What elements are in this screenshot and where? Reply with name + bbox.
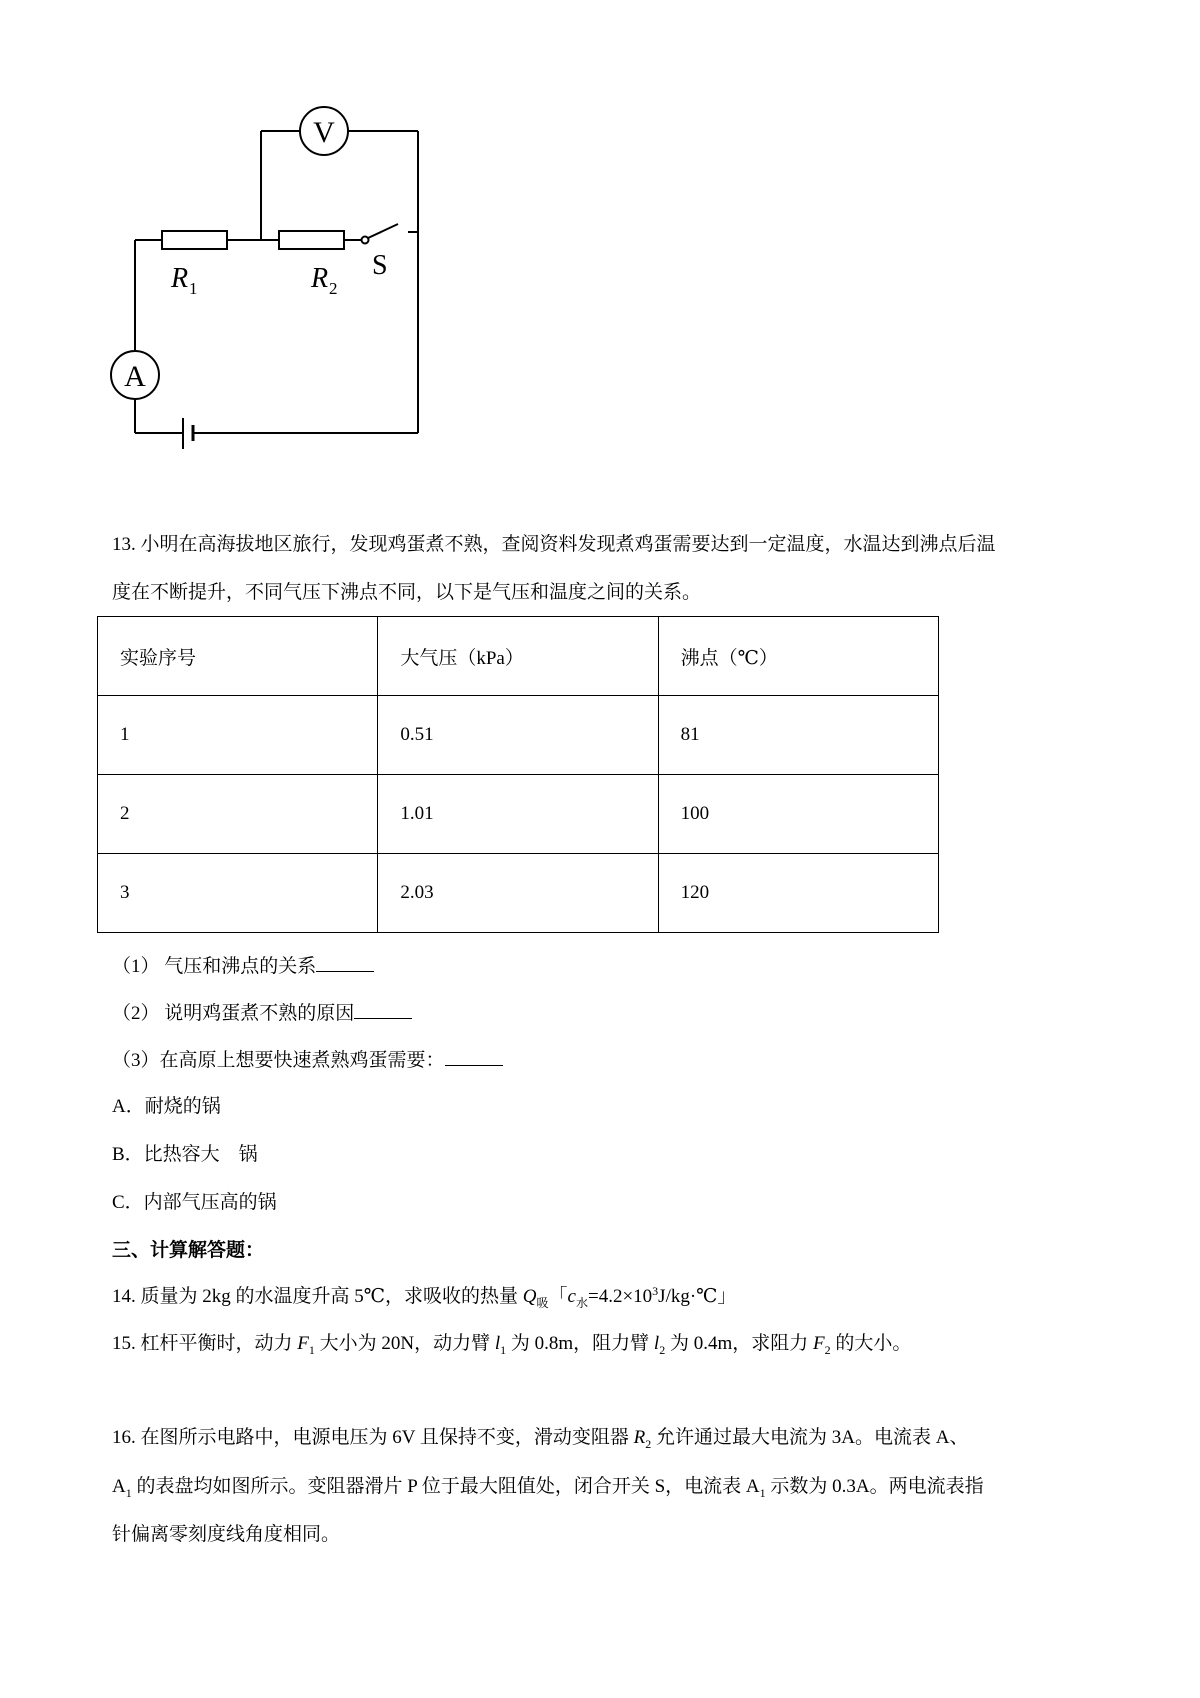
q13-sub-2 bbox=[112, 1000, 412, 1027]
q16-symbol-r2: R bbox=[633, 1427, 646, 1448]
table-cell: 2.03 bbox=[378, 854, 658, 933]
resistor-r1 bbox=[162, 231, 227, 249]
table-cell: 1 bbox=[98, 696, 378, 775]
q13-sub-3-text: （3）在高原上想要快速煮熟鸡蛋需要： bbox=[112, 1050, 445, 1071]
table-cell: 120 bbox=[658, 854, 938, 933]
q13-sub-1-text: （1） 气压和沸点的关系 bbox=[112, 956, 317, 977]
q16-a1-sub: 1 bbox=[125, 1486, 132, 1500]
table-cell: 81 bbox=[658, 696, 938, 775]
q15-text-4: 为 0.4m，求阻力 bbox=[665, 1333, 813, 1354]
r2-label-sub: 2 bbox=[329, 279, 338, 298]
table-header-cell: 大气压（kPa） bbox=[378, 617, 658, 696]
table-header-row bbox=[98, 617, 939, 696]
q16-text-1: 16. 在图所示电路中，电源电压为 6V 且保持不变，滑动变阻器 bbox=[112, 1427, 634, 1448]
section-3-title: 三、计算解答题： bbox=[112, 1239, 265, 1261]
q14-symbol-q: Q bbox=[522, 1286, 537, 1307]
voltmeter-label: V bbox=[313, 116, 335, 149]
q15-text-2: 大小为 20N，动力臂 bbox=[314, 1333, 495, 1354]
q16-a1-sub-2: 1 bbox=[759, 1486, 766, 1500]
q14-line bbox=[112, 1284, 736, 1311]
q13-line-1: 13. 小明在高海拔地区旅行，发现鸡蛋煮不熟，查阅资料发现煮鸡蛋需要达到一定温度，水温达到沸点后温 bbox=[112, 534, 996, 555]
q15-text-5: 的大小。 bbox=[830, 1333, 912, 1354]
r1-label-letter: R bbox=[171, 263, 189, 294]
q15-symbol-l2-sub: 2 bbox=[659, 1343, 666, 1357]
q13-line-2: 度在不断提升，不同气压下沸点不同，以下是气压和温度之间的关系。 bbox=[112, 582, 702, 603]
r2-label-letter: R bbox=[311, 263, 329, 294]
ammeter-label: A bbox=[124, 360, 146, 393]
option-c: C．内部气压高的锅 bbox=[112, 1192, 277, 1213]
q14-symbol-c-sub: 水 bbox=[575, 1296, 588, 1310]
switch-blade bbox=[368, 224, 398, 238]
q14-exponent: 3 bbox=[652, 1284, 659, 1298]
table-row bbox=[98, 696, 939, 775]
table-cell: 100 bbox=[658, 775, 938, 854]
q15-symbol-f1: F bbox=[297, 1333, 309, 1354]
table-cell: 0.51 bbox=[378, 696, 658, 775]
q14-text-1: 14. 质量为 2kg 的水温度升高 5℃，求吸收的热量 bbox=[112, 1286, 523, 1307]
q16-symbol-r2-sub: 2 bbox=[645, 1437, 652, 1451]
q16-line-3: 针偏离零刻度线角度相同。 bbox=[112, 1524, 341, 1545]
q15-symbol-f2: F bbox=[812, 1333, 825, 1354]
table-cell: 2 bbox=[98, 775, 378, 854]
q14-symbol-c: c bbox=[567, 1286, 576, 1307]
answer-blank[interactable] bbox=[354, 1000, 412, 1019]
q16-text-4: 的表盘均如图所示。变阻器滑片 P 位于最大阻值处，闭合开关 S，电流表 A bbox=[131, 1476, 760, 1497]
q13-sub-3 bbox=[112, 1047, 503, 1074]
q14-text-2: 「 bbox=[548, 1286, 568, 1307]
circuit-diagram bbox=[0, 0, 480, 470]
q15-text-1: 15. 杠杆平衡时，动力 bbox=[112, 1333, 298, 1354]
q13-sub-2-text: （2） 说明鸡蛋煮不熟的原因 bbox=[112, 1003, 355, 1024]
q16-line-2 bbox=[112, 1474, 984, 1501]
option-b: B．比热容大 锅 bbox=[112, 1144, 258, 1165]
switch-pivot bbox=[362, 237, 369, 244]
answer-blank[interactable] bbox=[316, 953, 374, 972]
q16-line-1 bbox=[112, 1425, 968, 1452]
q15-symbol-l1-sub: 1 bbox=[500, 1343, 507, 1357]
q16-text-5: 示数为 0.3A。两电流表指 bbox=[765, 1476, 984, 1497]
option-a: A．耐烧的锅 bbox=[112, 1096, 221, 1117]
table-row bbox=[98, 854, 939, 933]
q15-symbol-f1-sub: 1 bbox=[308, 1343, 315, 1357]
resistor-r2 bbox=[279, 231, 344, 249]
q13-sub-1 bbox=[112, 953, 374, 980]
q15-symbol-l1: l bbox=[494, 1333, 501, 1354]
q15-symbol-l2: l bbox=[653, 1333, 660, 1354]
table-cell: 3 bbox=[98, 854, 378, 933]
q14-symbol-q-sub: 吸 bbox=[536, 1296, 549, 1310]
q16-text-3: A bbox=[112, 1476, 126, 1497]
table-header-cell: 实验序号 bbox=[98, 617, 378, 696]
table-row bbox=[98, 775, 939, 854]
q15-symbol-f2-sub: 2 bbox=[824, 1343, 831, 1357]
q14-text-3: =4.2×10 bbox=[587, 1286, 653, 1307]
answer-blank[interactable] bbox=[445, 1047, 503, 1066]
boiling-point-table bbox=[97, 616, 939, 933]
r1-label-sub: 1 bbox=[189, 279, 198, 298]
table-cell: 1.01 bbox=[378, 775, 658, 854]
switch-label: S bbox=[372, 250, 388, 281]
q15-line bbox=[112, 1331, 911, 1358]
q16-text-2: 允许通过最大电流为 3A。电流表 A、 bbox=[651, 1427, 969, 1448]
q14-text-4: J/kg·℃」 bbox=[658, 1286, 737, 1307]
table-header-cell: 沸点（℃） bbox=[658, 617, 938, 696]
q15-text-3: 为 0.8m，阻力臂 bbox=[506, 1333, 654, 1354]
